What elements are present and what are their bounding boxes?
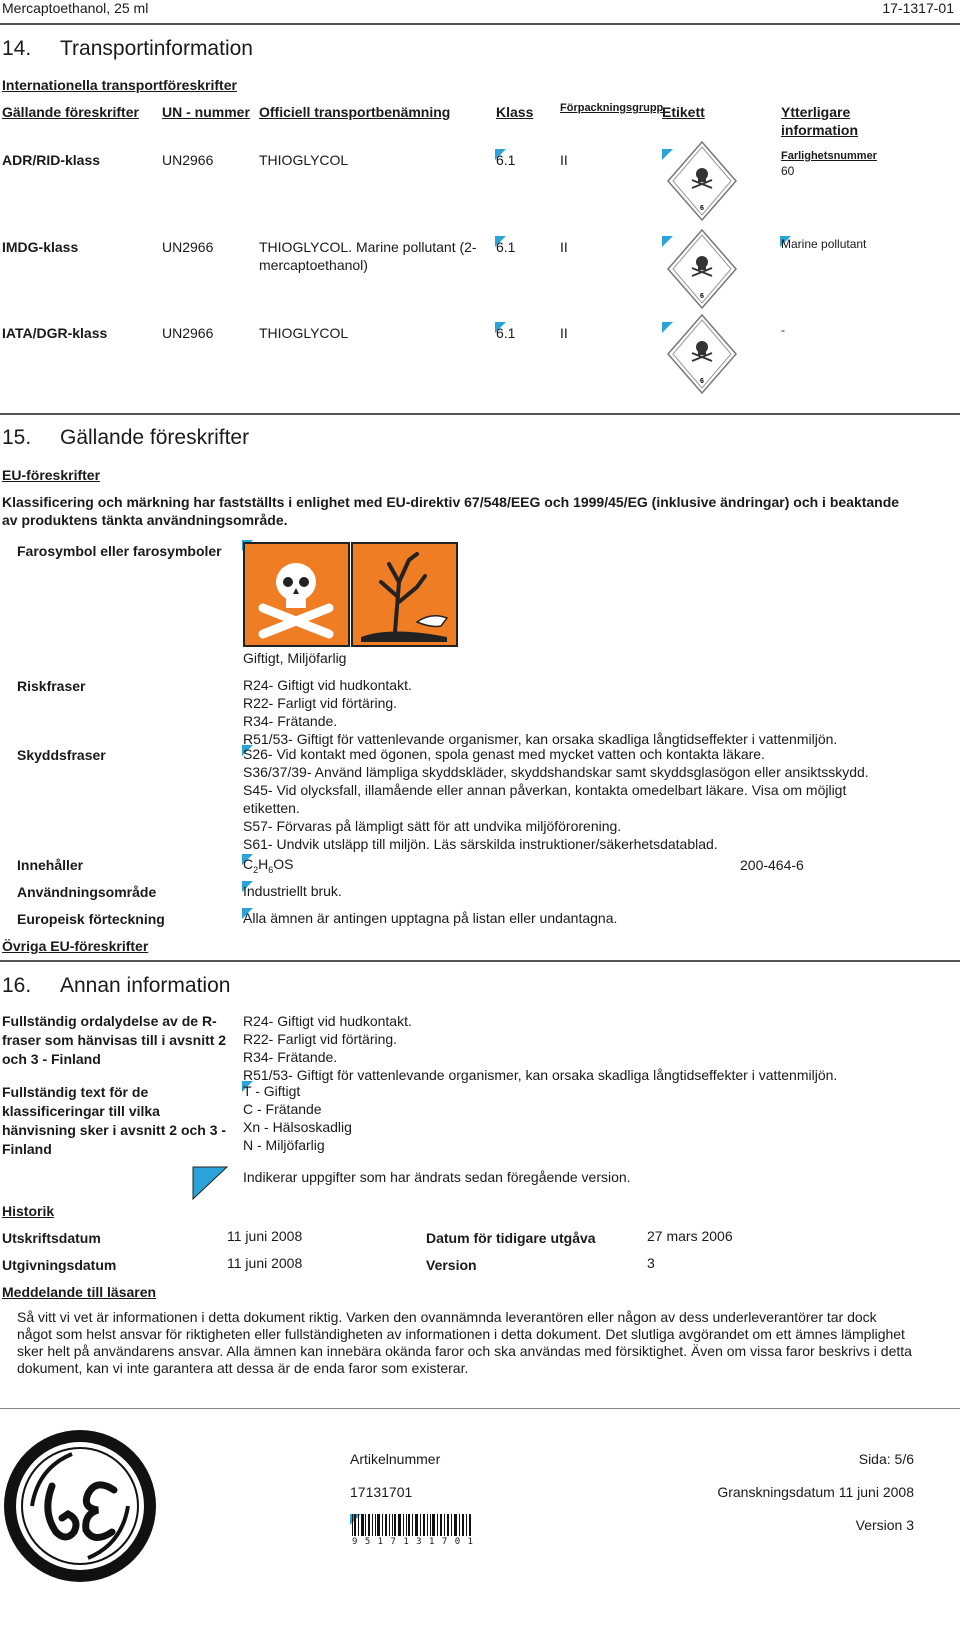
row-extra-value: - [781,323,785,337]
row-extra-value: Marine pollutant [781,237,867,251]
formula-c: C [243,856,254,872]
product-name: Mercaptoethanol, 25 ml [2,0,149,16]
section-15-subtitle: EU-föreskrifter [2,467,101,483]
utskrift-label: Utskriftsdatum [2,1230,101,1246]
section-15-number: 15. [2,426,32,449]
col-extra: Ytterligare information [781,104,858,138]
historik-label: Historik [2,1203,55,1219]
anvandning-label: Användningsområde [17,884,157,900]
formula-rest: OS [273,856,294,872]
classification-item: T - Giftigt [243,1083,301,1099]
meddelande-text: Så vitt vi vet är informationen i detta dokument riktig. Varken den ovannämnda leverantören eller någon av dess underleverantörer tar dock något som helst ansvar för riktigheten eller fullständigheten av informationen i detta dokument. Det slutliga avgörandet om ett ämnes lämplighet sker helt på användarens ansvar. Alla ämnen kan innebära okända faror och ska användas med försiktighet. Även om vissa faror beskrivs i detta dokument, kan vi inte garantera att dessa är de enda faror som existerar. [17,1309,912,1376]
risk-phrase: R22- Farligt vid förtäring. [243,1031,398,1047]
col-reg: Gällande föreskrifter [2,104,139,120]
utgivning-value: 11 juni 2008 [227,1255,303,1271]
row-name: THIOGLYCOL [259,325,349,341]
section-15-rule [0,960,960,962]
row-reg: IMDG-klass [2,239,79,255]
europeisk-value: Alla ämnen är antingen upptagna på listan eller undantagna. [243,910,618,926]
artikel-value: 17131701 [350,1484,413,1500]
footer-rule [0,1408,960,1409]
symbol-caption: Giftigt, Miljöfarlig [243,650,347,666]
safety-phrase: S26- Vid kontakt med ögonen, spola genast med mycket vatten och kontakta läkare. [243,746,765,762]
safety-phrase: S36/37/39- Använd lämpliga skyddskläder, skyddshandskar samt skyddsglasögon eller ansiktsskydd. [243,764,869,780]
skyddsfraser-label: Skyddsfraser [17,747,106,763]
section-16-number: 16. [2,974,32,997]
risk-phrase: R34- Frätande. [243,1049,338,1065]
row-klass: 6.1 [496,239,516,255]
document-code: 17-1317-01 [882,0,954,16]
section-16-title: Annan information [60,974,231,997]
section-14-number: 14. [2,37,32,60]
classification-item: N - Miljöfarlig [243,1137,325,1153]
riskfraser-list [243,676,837,748]
environment-hazard-symbol-icon [351,542,458,647]
tidigare-label: Datum för tidigare utgåva [426,1230,596,1246]
row-pg: II [560,239,568,255]
col-un: UN - nummer [162,104,250,120]
safety-phrase: S61- Undvik utsläpp till miljön. Läs särskilda instruktioner/säkerhetsdatablad. [243,836,718,852]
row-klass: 6.1 [496,325,516,341]
ge-logo-icon [2,1428,158,1584]
r-phrases-list [243,1012,837,1084]
toxic-skull-symbol-icon [243,542,350,647]
risk-phrase: R24- Giftigt vid hudkontakt. [243,1013,412,1029]
row-klass: 6.1 [496,152,516,168]
formula-h-sub: 6 [268,864,274,875]
classification-item: C - Frätande [243,1101,322,1117]
page-number: Sida: 5/6 [858,1451,914,1467]
classification-item: Xn - Hälsoskadlig [243,1119,352,1135]
label-class-number: 6 [700,205,704,212]
version-label: Version [426,1257,477,1273]
risk-phrase: R24- Giftigt vid hudkontakt. [243,677,412,693]
barcode-digits: 9 5 1 7 1 3 1 7 0 1 [352,1537,474,1547]
section-14-rule [0,413,960,415]
safety-phrase: S57- Förvaras på lämpligt sätt för att undvika miljöförorening. [243,818,622,834]
footer-version: Version 3 [855,1517,914,1533]
anvandning-value: Industriellt bruk. [243,883,342,899]
toxic-diamond-label-icon [666,228,738,310]
r-phrases-label: Fullständig ordalydelse av de R-fraser som hänvisas till i avsnitt 2 och 3 - Finland [2,1013,227,1067]
row-extra-value: 60 [781,164,795,178]
europeisk-label: Europeisk förteckning [17,911,165,927]
change-indicator-icon [192,1166,228,1200]
safety-phrase: etiketten. [243,800,300,816]
label-class-number: 6 [700,378,704,385]
classification-label: Fullständig text för de klassificeringar till vilka hänvisning sker i avsnitt 2 och 3 - Finland [2,1084,227,1157]
row-pg: II [560,325,568,341]
row-extra-title: Farlighetsnummer [781,150,877,162]
meddelande-label: Meddelande till läsaren [2,1284,157,1300]
row-pg: II [560,152,568,168]
risk-phrase: R22- Farligt vid förtäring. [243,695,398,711]
chemical-formula [243,855,294,879]
review-date: Granskningsdatum 11 juni 2008 [717,1484,914,1500]
toxic-diamond-label-icon [666,140,738,222]
skyddsfraser-list [243,745,869,853]
row-reg: ADR/RID-klass [2,152,101,168]
utskrift-value: 11 juni 2008 [227,1228,303,1244]
risk-phrase: R51/53- Giftigt för vattenlevande organismer, kan orsaka skadliga långtidseffekter i vattenmiljön. [243,731,838,747]
formula-h: H [258,856,269,872]
version-value: 3 [647,1255,655,1271]
safety-phrase: S45- Vid olycksfall, illamående eller annan påverkan, kontakta omedelbart läkare. Visa om möjligt [243,782,847,798]
riskfraser-label: Riskfraser [17,678,86,694]
utgivning-label: Utgivningsdatum [2,1257,117,1273]
section-14-title: Transportinformation [60,37,253,60]
col-name: Officiell transportbenämning [259,104,451,120]
classification-list [243,1082,352,1154]
label-class-number: 6 [700,293,704,300]
row-name: THIOGLYCOL. Marine pollutant (2-mercaptoethanol) [259,239,477,273]
tidigare-value: 27 mars 2006 [647,1228,733,1244]
risk-phrase: R51/53- Giftigt för vattenlevande organismer, kan orsaka skadliga långtidseffekter i vattenmiljön. [243,1067,838,1083]
row-un: UN2966 [162,325,214,341]
farosymbol-label: Farosymbol eller farosymboler [17,543,222,559]
row-name: THIOGLYCOL [259,152,349,168]
col-klass: Klass [496,104,534,120]
change-note: Indikerar uppgifter som har ändrats sedan föregående version. [243,1169,631,1185]
toxic-diamond-label-icon [666,313,738,395]
ec-number: 200-464-6 [740,857,804,873]
row-reg: IATA/DGR-klass [2,325,108,341]
col-label: Etikett [662,104,705,120]
section-15-intro: Klassificering och märkning har fastställts i enlighet med EU-direktiv 67/548/EEG och 1999/45/EG (inklusive ändringar) och i beaktande av produktens tänkta användningsområde. [2,494,900,528]
row-un: UN2966 [162,239,214,255]
col-pg: Förpackningsgrupp [560,102,664,114]
risk-phrase: R34- Frätande. [243,713,338,729]
formula-c-sub: 2 [253,864,259,875]
header-rule [0,23,960,25]
row-un: UN2966 [162,152,214,168]
artikel-label: Artikelnummer [350,1451,441,1467]
section-14-subtitle: Internationella transportföreskrifter [2,77,237,93]
ovriga-label: Övriga EU-föreskrifter [2,938,149,954]
section-15-title: Gällande föreskrifter [60,426,250,449]
innehaller-label: Innehåller [17,857,84,873]
